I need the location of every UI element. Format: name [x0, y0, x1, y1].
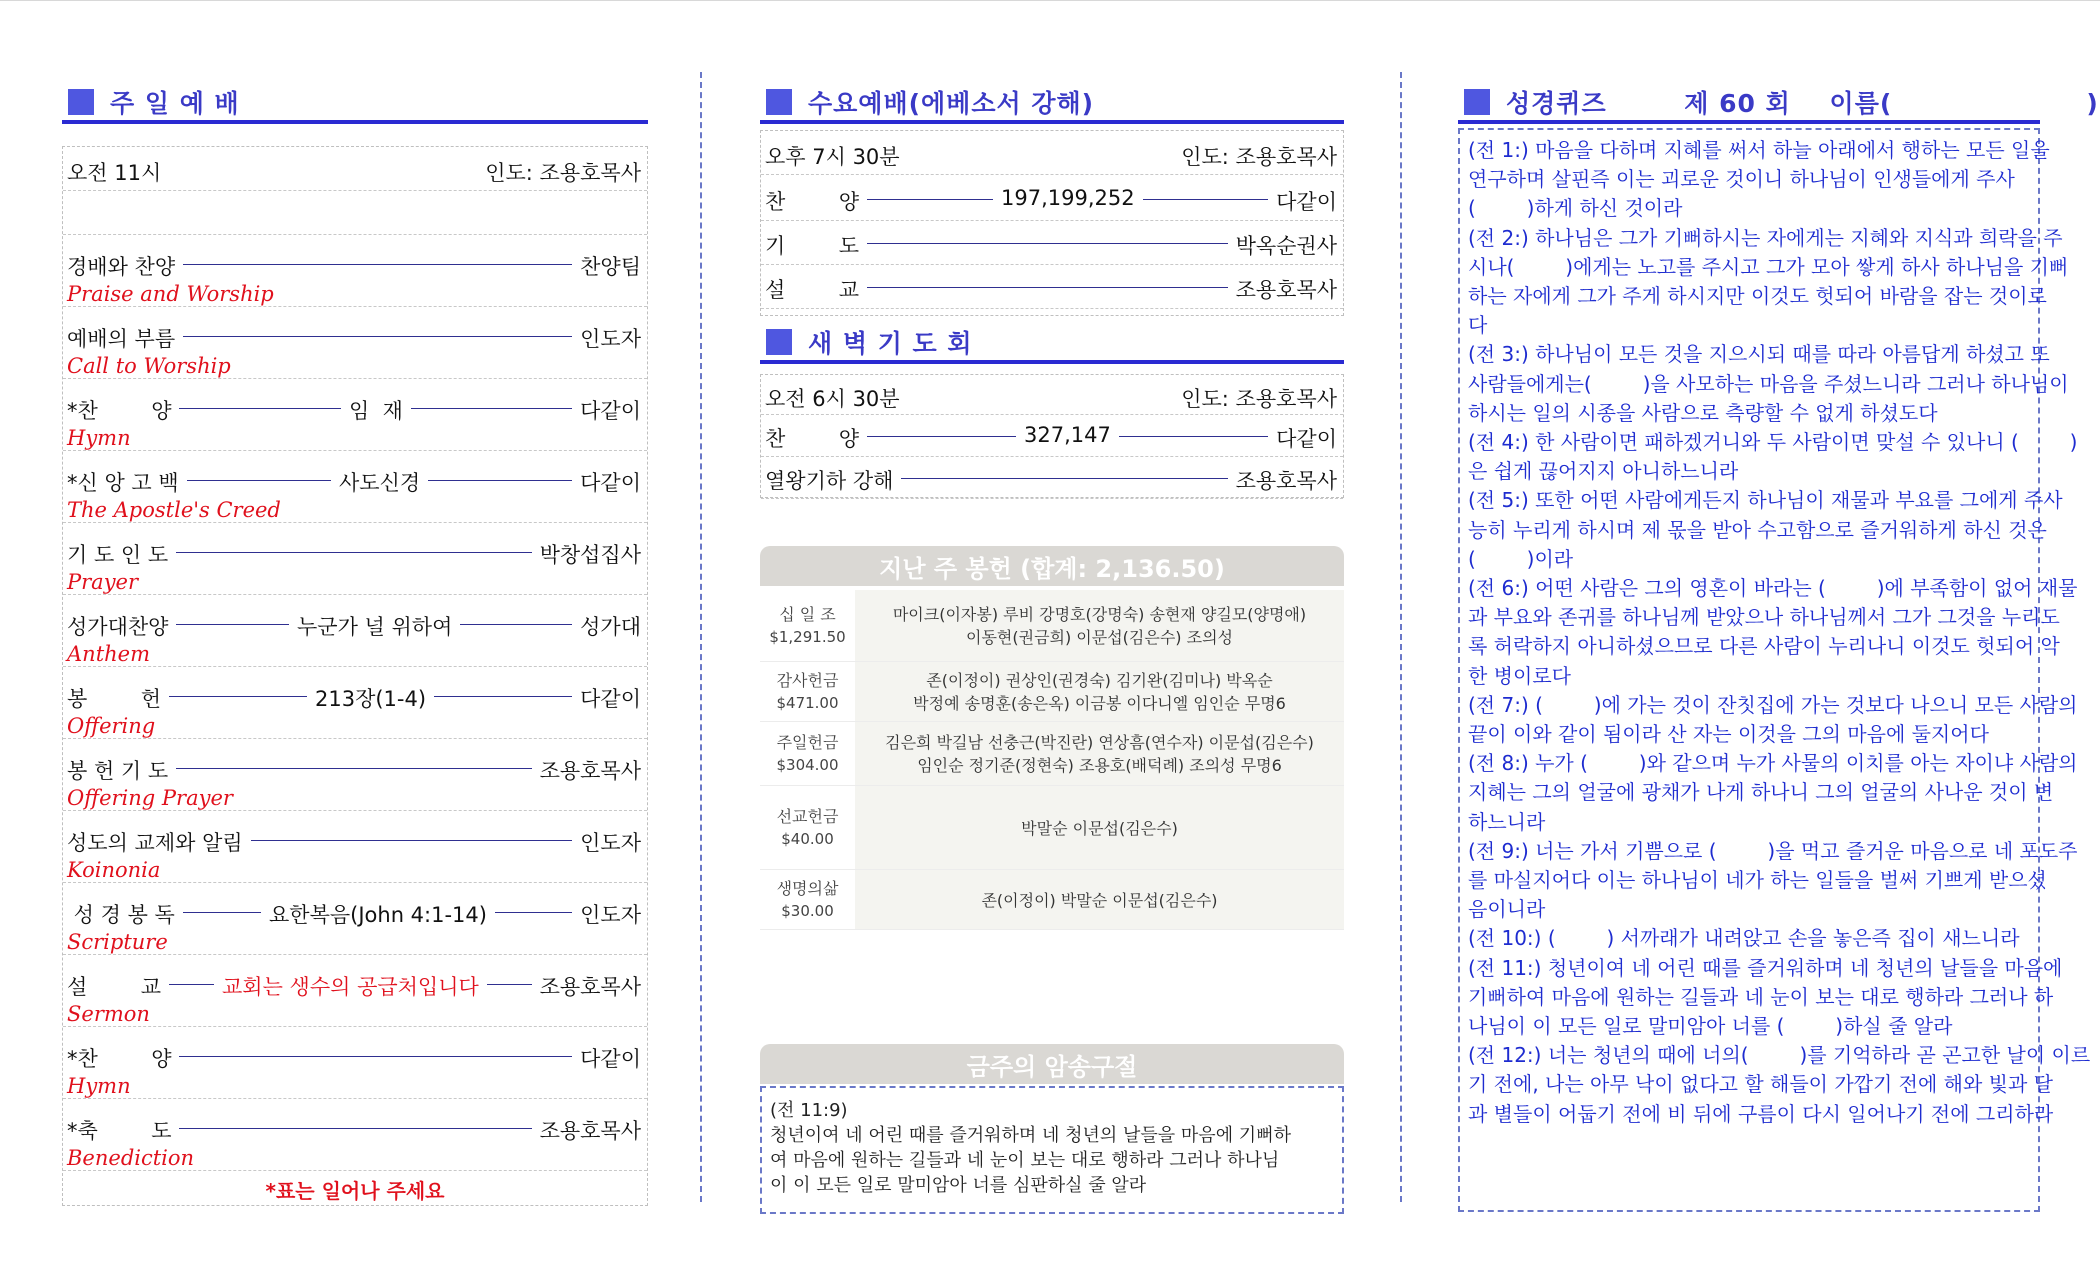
worship-order-item [63, 1099, 647, 1171]
leader-line [176, 768, 532, 769]
quiz-line: 끝이 이와 같이 됨이라 산 자는 이것을 그의 마음에 둘지어다 [1468, 722, 1989, 746]
order-item-english: Hymn [67, 426, 131, 450]
sunday-program-box [62, 146, 648, 1206]
quiz-line: (전 4:) 한 사람이면 패하겠거니와 두 사람이면 맞설 수 있나니 ( ) [1468, 430, 2078, 454]
stand-notice: *표는 일어나 주세요 [265, 1179, 445, 1203]
order-item-leader: 찬양팀 [580, 255, 641, 279]
leader-line [867, 436, 1016, 437]
quiz-line: 지혜는 그의 얼굴에 광채가 나게 하나니 그의 얼굴의 사나운 것이 변 [1468, 780, 2054, 804]
offering-amount: $40.00 [781, 830, 834, 848]
worship-order-item [63, 595, 647, 667]
leader-line [428, 480, 572, 481]
worship-order-item [63, 667, 647, 739]
order-item-leader: 조용호목사 [1235, 278, 1337, 302]
leader-line [176, 624, 289, 625]
wednesday-time-row [761, 131, 1343, 175]
order-item-english: Offering Prayer [67, 786, 233, 810]
sunday-footer-row [63, 1167, 647, 1207]
quiz-line: 하시는 일의 시종을 사람으로 측량할 수 없게 하셨도다 [1468, 401, 1938, 425]
order-item-detail: 213장(1-4) [315, 687, 427, 711]
leader-line [487, 984, 532, 985]
quiz-line: (전 1:) 마음을 다하며 지혜를 써서 하늘 아래에서 행하는 모든 일을 [1468, 138, 2050, 162]
quiz-line: ( )하게 하신 것이라 [1468, 196, 1683, 220]
order-item-detail: 임 재 [349, 399, 403, 423]
worship-order-item [63, 379, 647, 451]
offering-row [760, 870, 1344, 930]
order-item-name: *축 도 [67, 1119, 172, 1143]
quiz-line: 과 별들이 어둡기 전에 비 뒤에 구름이 다시 일어나기 전에 그리하라 [1468, 1102, 2054, 1126]
order-item-name: 경배와 찬양 [67, 255, 176, 279]
dawn-title: 새 벽 기 도 회 [808, 329, 973, 358]
quiz-line: (전 10:) ( ) 서까래가 내려앉고 손을 놓은즉 집이 새느니라 [1468, 926, 2020, 950]
quiz-line: 은 쉽게 끊어지지 아니하느니라 [1468, 459, 1739, 483]
order-item-leader: 성가대 [580, 615, 641, 639]
order-item-english: Koinonia [67, 858, 161, 882]
offering-donors: 박말순 이문섭(김은수) [1021, 819, 1178, 838]
worship-order-item [63, 523, 647, 595]
order-item-name: 성 경 봉 독 [67, 903, 175, 927]
blank-row [63, 191, 647, 235]
quiz-line: 하느니라 [1468, 810, 1546, 834]
quiz-line: (전 5:) 또한 어떤 사람에게든지 하나님이 재물과 부요를 그에게 주사 [1468, 488, 2063, 512]
worship-order-item [63, 451, 647, 523]
column-divider-1 [700, 72, 702, 1202]
offering-category: 선교헌금 [776, 807, 839, 826]
quiz-line: 연구하며 살핀즉 이는 괴로운 것이니 하나님이 인생들에게 주사 [1468, 167, 2015, 191]
quiz-line: (전 12:) 너는 청년의 때에 너의( )를 기억하라 곧 곤고한 날이 이르 [1468, 1043, 2091, 1067]
order-item-leader: 다같이 [580, 687, 641, 711]
order-item-name: 예배의 부름 [67, 327, 176, 351]
quiz-line: 능히 누리게 하시며 제 몫을 받아 수고함으로 즐거워하게 하신 것은 [1468, 518, 2047, 542]
leader-line [460, 624, 572, 625]
worship-order-item [63, 307, 647, 379]
order-item-english: Hymn [67, 1074, 131, 1098]
quiz-line: 시나( )에게는 노고를 주시고 그가 모아 쌓게 하사 하나님을 기뻐 [1468, 255, 2069, 279]
leader-line [183, 264, 572, 265]
order-item-name: 성도의 교제와 알림 [67, 831, 243, 855]
worship-order-item [63, 1027, 647, 1099]
dawn-time: 오전 6시 30분 [765, 387, 900, 411]
order-item-leader: 다같이 [580, 399, 641, 423]
dawn-program-box [760, 374, 1344, 498]
square-bullet-icon [1464, 89, 1490, 115]
order-item-name: *신 앙 고 백 [67, 471, 179, 495]
order-item-english: Scripture [67, 930, 168, 954]
order-item-leader: 인도자 [580, 903, 641, 927]
offering-row [760, 662, 1344, 722]
memory-verse-line: (전 11:9) [770, 1100, 848, 1121]
square-bullet-icon [766, 329, 792, 355]
memory-verse-line: 여 마음에 원하는 길들과 네 눈이 보는 대로 행하라 그러나 하나님 [770, 1150, 1280, 1171]
leader-line [179, 1056, 572, 1057]
order-item-leader: 조용호목사 [539, 975, 641, 999]
leader-line [867, 199, 993, 200]
quiz-line: (전 3:) 하나님이 모든 것을 지으시되 때를 따라 아름답게 하셨고 또 [1468, 342, 2050, 366]
leader-line [183, 912, 261, 913]
quiz-line: 나님이 이 모든 일로 말미암아 너를 ( )하실 줄 알라 [1468, 1014, 1953, 1038]
top-border [0, 0, 2100, 1]
offering-amount: $1,291.50 [769, 628, 846, 646]
wednesday-title: 수요예배(에베소서 강해) [808, 89, 1095, 118]
quiz-line: 한 병이로다 [1468, 664, 1571, 688]
quiz-line: (전 7:) ( )에 가는 것이 잔칫집에 가는 것보다 나으니 모든 사람의 [1468, 693, 2078, 717]
offering-amount: $304.00 [776, 756, 839, 774]
worship-order-item [63, 811, 647, 883]
leader-line [434, 696, 572, 697]
sunday-header [68, 82, 240, 122]
order-item-english: Prayer [67, 570, 139, 594]
order-item-name: 기 도 [765, 234, 859, 258]
offering-title-bar [760, 546, 1344, 586]
quiz-title-rule [1458, 120, 2040, 124]
order-item-name: 찬 양 [765, 190, 859, 214]
leader-line [411, 408, 572, 409]
quiz-line: 하는 자에게 그가 주게 하시지만 이것도 헛되어 바람을 잡는 것이로 [1468, 284, 2047, 308]
order-item-name: 성가대찬양 [67, 615, 169, 639]
wednesday-header [766, 82, 1094, 122]
leader-line [1119, 436, 1268, 437]
order-item-english: Offering [67, 714, 156, 738]
leader-line [867, 243, 1228, 244]
quiz-line: ( )이라 [1468, 547, 1574, 571]
sunday-leader: 인도: 조용호목사 [485, 161, 641, 185]
leader-line [1143, 199, 1268, 200]
order-item-leader: 다같이 [1276, 190, 1337, 214]
order-item-name: 봉 헌 [67, 687, 161, 711]
quiz-line: (전 9:) 너는 가서 기쁨으로 ( )을 먹고 즐거운 마음으로 네 포도주 [1468, 839, 2078, 863]
quiz-line: (전 11:) 청년이여 네 어린 때를 즐거워하며 네 청년의 날들을 마음에 [1468, 956, 2063, 980]
worship-order-item [63, 739, 647, 811]
order-item-name: *찬 양 [67, 399, 172, 423]
leader-line [251, 840, 572, 841]
order-item-leader: 박창섭집사 [539, 543, 641, 567]
leader-line [867, 287, 1228, 288]
order-item-leader: 다같이 [1276, 427, 1337, 451]
wednesday-title-rule [760, 120, 1344, 124]
leader-line [179, 1128, 532, 1129]
sunday-title: 주 일 예 배 [110, 89, 240, 118]
offering-amount: $30.00 [781, 902, 834, 920]
memory-verse-line: 이 이 모든 일로 말미암아 너를 심판하실 줄 알라 [770, 1175, 1147, 1196]
dawn-title-rule [760, 360, 1344, 364]
offering-category: 생명의삶 [776, 879, 839, 898]
quiz-line: (전 8:) 누가 ( )와 같으며 누가 사물의 이치를 아는 자이냐 사람의 [1468, 751, 2078, 775]
quiz-line: 사람들에게는( )을 사모하는 마음을 주셨느니라 그러나 하나님이 [1468, 372, 2069, 396]
order-item-leader: 조용호목사 [1235, 469, 1337, 493]
leader-line [176, 552, 532, 553]
sunday-title-rule [62, 120, 648, 124]
order-item-leader: 다같이 [580, 471, 641, 495]
offering-row [760, 786, 1344, 870]
offering-donors: 존(이정이) 권상인(권경숙) 김기완(김미나) 박옥순 박정예 송명훈(송은옥) 이금봉 이다니엘 임인순 무명6 [913, 671, 1286, 713]
leader-line [495, 912, 572, 913]
offering-donors: 김은희 박길남 선충근(박진란) 연상흠(연수자) 이문섭(김은수) 임인순 정기준(정현숙) 조용호(배덕례) 조의성 무명6 [885, 733, 1314, 775]
worship-order-item [63, 955, 647, 1027]
dawn-leader: 인도: 조용호목사 [1181, 387, 1337, 411]
order-item-leader: 조용호목사 [539, 759, 641, 783]
order-item-english: Praise and Worship [67, 282, 274, 306]
service-order-item [761, 415, 1343, 457]
offering-category: 십 일 조 [779, 605, 836, 624]
dawn-header [766, 322, 973, 362]
order-item-leader: 박옥순권사 [1235, 234, 1337, 258]
memory-title: 금주의 암송구절 [966, 1052, 1138, 1081]
order-item-leader: 다같이 [580, 1047, 641, 1071]
order-item-english: Sermon [67, 1002, 150, 1026]
order-item-english: The Apostle's Creed [67, 498, 281, 522]
offering-table [760, 590, 1344, 940]
sunday-time: 오전 11시 [67, 161, 162, 185]
memory-verse-line: 청년이여 네 어린 때를 즐거워하며 네 청년의 날들을 마음에 기뻐하 [770, 1125, 1291, 1146]
service-order-item [761, 457, 1343, 499]
memory-title-bar [760, 1044, 1344, 1084]
quiz-box [1458, 128, 2091, 1212]
service-order-item [761, 177, 1343, 221]
worship-order-item [63, 235, 647, 307]
quiz-line: (전 6:) 어떤 사람은 그의 영혼이 바라는 ( )에 부족함이 없어 재물 [1468, 576, 2078, 600]
order-item-leader: 인도자 [580, 327, 641, 351]
offering-category: 감사헌금 [776, 671, 839, 690]
order-item-detail: 요한복음(John 4:1-14) [269, 903, 487, 927]
quiz-line: (전 2:) 하나님은 그가 기뻐하시는 자에게는 지혜와 지식과 희락을 주 [1468, 226, 2063, 250]
dawn-time-row [761, 375, 1343, 415]
quiz-line: 를 마실지어다 이는 하나님이 네가 하는 일들을 벌써 기쁘게 받으셨 [1468, 868, 2047, 892]
quiz-line: 록 허락하지 아니하셨으므로 다른 사람이 누리나니 이것도 헛되어 악 [1468, 634, 2060, 658]
wednesday-program-box [760, 130, 1344, 316]
order-item-name: 봉 헌 기 도 [67, 759, 169, 783]
memory-verse-box [760, 1086, 1344, 1214]
order-item-english: Benediction [67, 1146, 195, 1170]
quiz-line: 다 [1468, 313, 1488, 337]
order-item-detail: 누군가 널 위하여 [297, 615, 453, 639]
wednesday-time: 오후 7시 30분 [765, 145, 900, 169]
leader-line [169, 696, 307, 697]
column-divider-2 [1400, 72, 1402, 1202]
order-item-name: 찬 양 [765, 427, 859, 451]
quiz-title: 성경퀴즈 제 60 회 이름( ) [1506, 89, 2099, 118]
order-item-name: 열왕기하 강해 [765, 469, 894, 493]
order-item-detail: 교회는 생수의 공급처입니다 [222, 975, 479, 999]
order-item-detail: 197,199,252 [1001, 186, 1135, 210]
offering-row [760, 590, 1344, 662]
quiz-line: 과 부요와 존귀를 하나님께 받았으나 하나님께서 그가 그것을 누리도 [1468, 605, 2060, 629]
leader-line [169, 984, 214, 985]
sunday-time-row [63, 147, 647, 191]
order-item-leader: 인도자 [580, 831, 641, 855]
offering-amount: $471.00 [776, 694, 839, 712]
order-item-name: 설 교 [67, 975, 161, 999]
quiz-line: 기 전에, 나는 아무 낙이 없다고 할 해들이 가깝기 전에 해와 빛과 달 [1468, 1072, 2053, 1096]
order-item-detail: 사도신경 [339, 471, 421, 495]
order-item-name: *찬 양 [67, 1047, 172, 1071]
square-bullet-icon [68, 89, 94, 115]
order-item-leader: 조용호목사 [539, 1119, 641, 1143]
order-item-name: 기 도 인 도 [67, 543, 169, 567]
order-item-english: Call to Worship [67, 354, 231, 378]
quiz-header [1464, 82, 2099, 122]
service-order-item [761, 221, 1343, 265]
offering-category: 주일헌금 [776, 733, 839, 752]
leader-line [901, 478, 1228, 479]
offering-row [760, 722, 1344, 786]
order-item-detail: 327,147 [1024, 423, 1111, 447]
service-order-item [761, 265, 1343, 309]
offering-donors: 존(이정이) 박말순 이문섭(김은수) [981, 891, 1218, 910]
offering-donors: 마이크(이자봉) 루비 강명호(강명숙) 송현재 양길모(양명애) 이동현(권금희) 이문섭(김은수) 조의성 [892, 605, 1307, 647]
offering-title: 지난 주 봉헌 (합계: 2,136.50) [879, 554, 1225, 583]
quiz-line: 기뻐하여 마음에 원하는 길들과 네 눈이 보는 대로 행하라 그러나 하 [1468, 985, 2054, 1009]
worship-order-item [63, 883, 647, 955]
order-item-name: 설 교 [765, 278, 859, 302]
order-item-english: Anthem [67, 642, 150, 666]
square-bullet-icon [766, 89, 792, 115]
leader-line [187, 480, 331, 481]
leader-line [183, 336, 572, 337]
quiz-line: 음이니라 [1468, 897, 1546, 921]
leader-line [179, 408, 341, 409]
wednesday-leader: 인도: 조용호목사 [1181, 145, 1337, 169]
